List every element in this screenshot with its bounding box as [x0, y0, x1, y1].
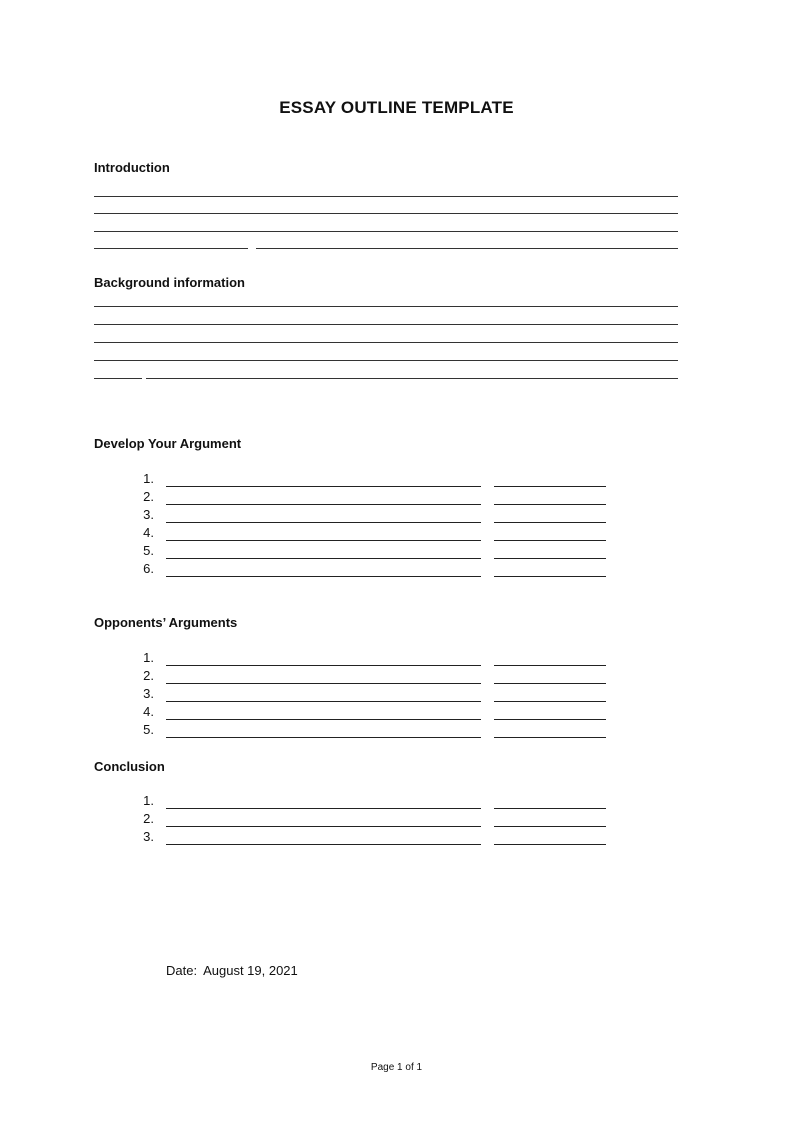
argument-line-note	[494, 504, 606, 505]
list-number: 4.	[143, 704, 154, 719]
opponent-line-note	[494, 701, 606, 702]
opponent-line-main	[166, 719, 481, 720]
list-number: 5.	[143, 722, 154, 737]
writing-line	[94, 213, 678, 214]
conclusion-line-main	[166, 808, 481, 809]
opponent-line-note	[494, 719, 606, 720]
list-number: 2.	[143, 811, 154, 826]
writing-line	[94, 378, 142, 379]
list-number: 1.	[143, 650, 154, 665]
list-number: 3.	[143, 507, 154, 522]
argument-line-main	[166, 576, 481, 577]
conclusion-line-note	[494, 808, 606, 809]
opponent-line-main	[166, 665, 481, 666]
writing-line	[94, 324, 678, 325]
section-heading-introduction: Introduction	[94, 160, 170, 175]
list-number: 2.	[143, 489, 154, 504]
section-heading-argument: Develop Your Argument	[94, 436, 242, 451]
conclusion-line-note	[494, 844, 606, 845]
opponent-line-main	[166, 683, 481, 684]
conclusion-line-main	[166, 844, 481, 845]
section-heading-opponents: Opponents’ Arguments	[94, 615, 238, 630]
date-label: Date:	[166, 963, 198, 978]
conclusion-line-note	[494, 826, 606, 827]
writing-line	[256, 248, 678, 249]
document-title: ESSAY OUTLINE TEMPLATE	[279, 98, 514, 117]
opponent-line-main	[166, 701, 481, 702]
argument-line-note	[494, 522, 606, 523]
date-row	[166, 963, 304, 978]
list-number: 3.	[143, 829, 154, 844]
page-footer: Page 1 of 1	[370, 1062, 423, 1073]
writing-line	[94, 306, 678, 307]
writing-line	[94, 231, 678, 232]
argument-line-note	[494, 558, 606, 559]
opponent-line-main	[166, 737, 481, 738]
section-heading-background: Background information	[94, 275, 245, 290]
argument-line-note	[494, 576, 606, 577]
list-number: 4.	[143, 525, 154, 540]
argument-line-note	[494, 540, 606, 541]
opponent-line-note	[494, 737, 606, 738]
list-number: 6.	[143, 561, 154, 576]
argument-line-main	[166, 522, 481, 523]
list-number: 1.	[143, 471, 154, 486]
argument-line-main	[166, 540, 481, 541]
argument-line-note	[494, 486, 606, 487]
writing-line	[146, 378, 678, 379]
list-number: 5.	[143, 543, 154, 558]
writing-line	[94, 360, 678, 361]
list-number: 2.	[143, 668, 154, 683]
writing-line	[94, 196, 678, 197]
argument-line-main	[166, 504, 481, 505]
opponent-line-note	[494, 683, 606, 684]
opponent-line-note	[494, 665, 606, 666]
section-heading-conclusion: Conclusion	[94, 759, 165, 774]
writing-line	[94, 342, 678, 343]
date-value: August 19, 2021	[203, 963, 298, 978]
conclusion-line-main	[166, 826, 481, 827]
argument-line-main	[166, 558, 481, 559]
list-number: 1.	[143, 793, 154, 808]
list-number: 3.	[143, 686, 154, 701]
writing-line	[94, 248, 248, 249]
argument-line-main	[166, 486, 481, 487]
